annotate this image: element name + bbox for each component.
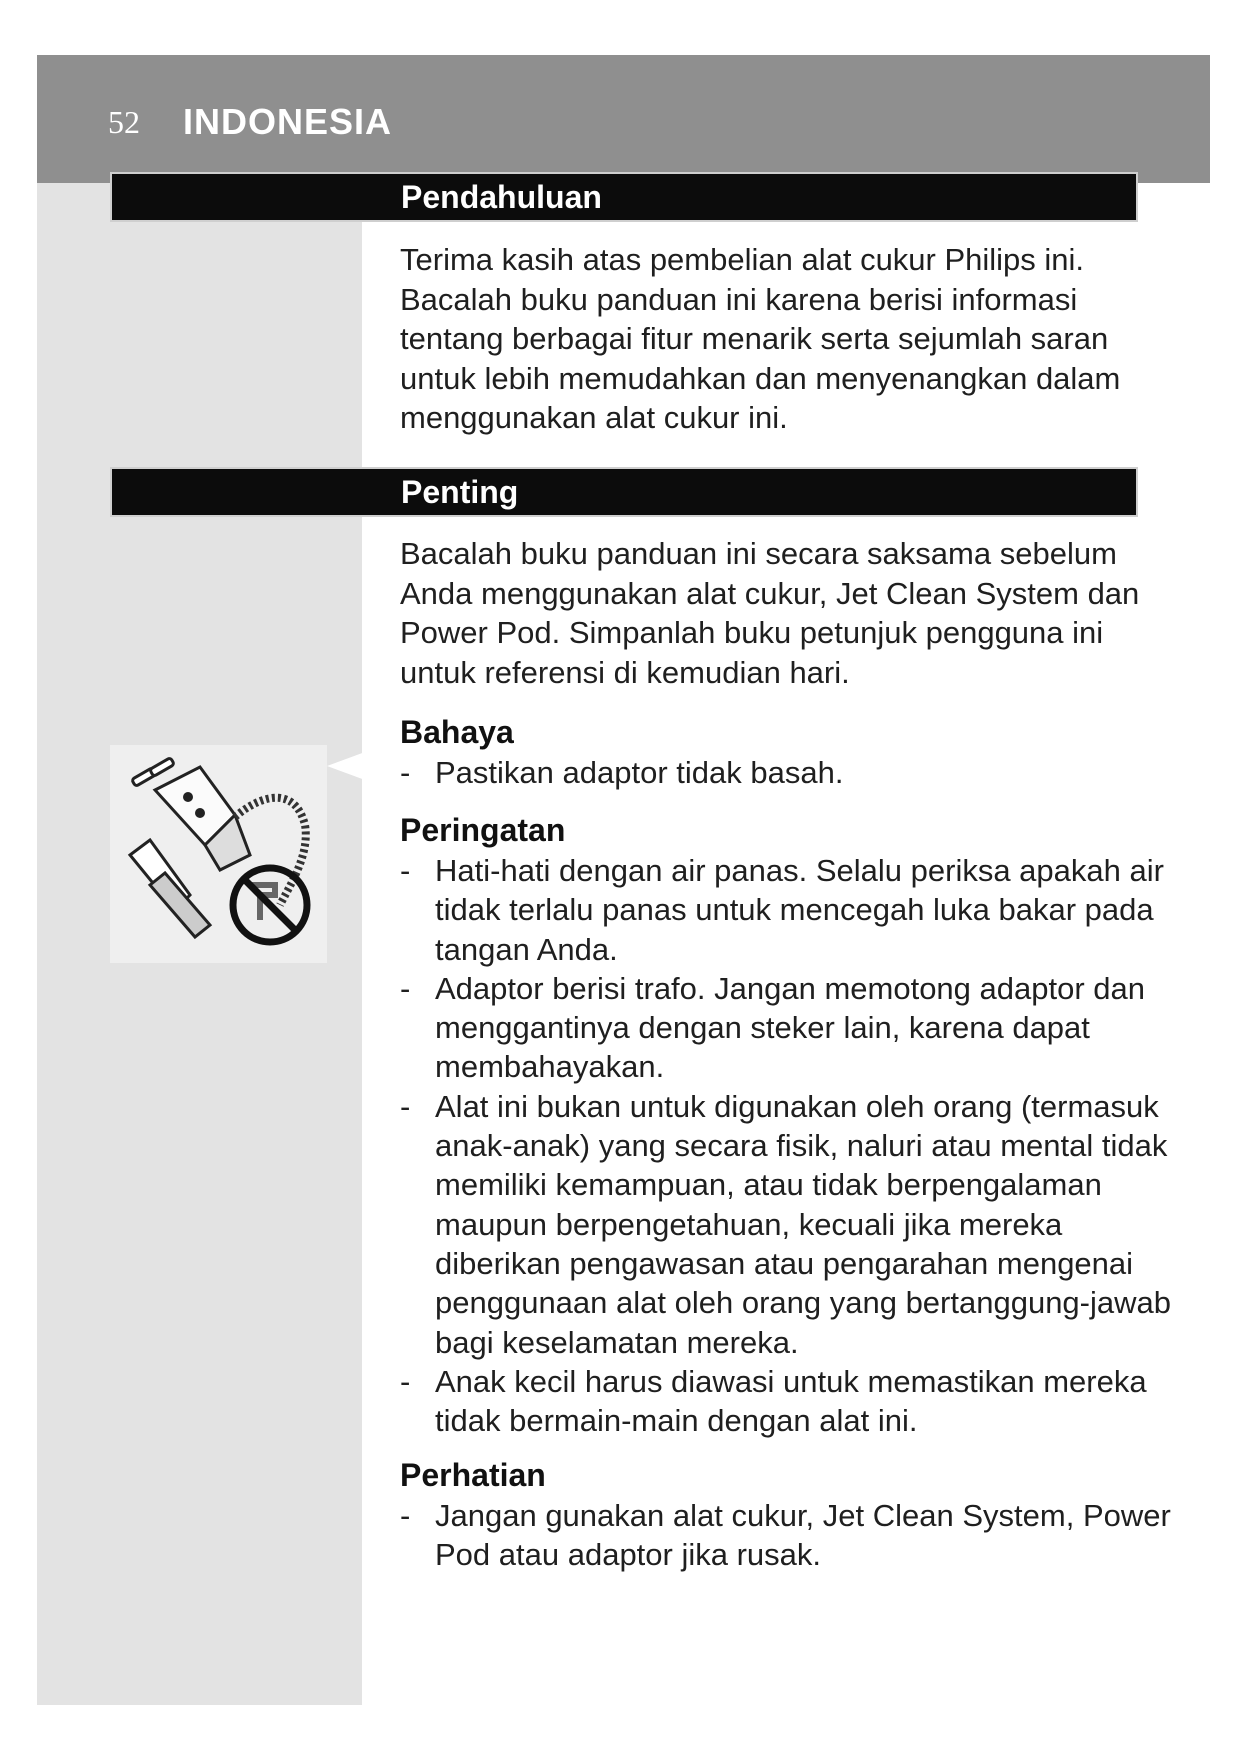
- bullet-dash: -: [400, 755, 411, 790]
- list-item: - Anak kecil harus diawasi untuk memastikan mereka tidak bermain-main dengan alat ini.: [400, 1363, 1147, 1439]
- danger-heading: Bahaya: [400, 714, 514, 750]
- caution-list: [400, 1496, 1180, 1575]
- danger-list: [400, 753, 1180, 792]
- caution-heading: Perhatian: [400, 1457, 546, 1493]
- list-item: - Pastikan adaptor tidak basah.: [400, 753, 1180, 792]
- important-paragraph: Bacalah buku panduan ini secara saksama sebelum Anda menggunakan alat cukur, Jet Clean System dan Power Pod. Simpanlah buku petunjuk pengguna ini untuk referensi di kemudian hari.: [400, 536, 1140, 690]
- list-item: - Adaptor berisi trafo. Jangan memotong adaptor dan menggantinya dengan steker lain, karena dapat membahayakan.: [400, 970, 1146, 1085]
- language-title: INDONESIA: [183, 101, 393, 142]
- section-title-intro: Pendahuluan: [401, 179, 602, 215]
- illustration-pointer: [327, 752, 365, 780]
- warning-list: [400, 851, 1180, 1440]
- bullet-dash: -: [400, 1088, 411, 1124]
- section-title-important: Penting: [401, 474, 519, 510]
- list-item: - Jangan gunakan alat cukur, Jet Clean System, Power Pod atau adaptor jika rusak.: [400, 1498, 1171, 1573]
- list-item: - Alat ini bukan untuk digunakan oleh orang (termasuk anak-anak) yang secara fisik, naluri atau mental tidak memiliki kemampuan, atau tidak berpengalaman maupun berpengetahuan, kecuali jika mereka diberikan pengawasan atau pengarahan mengenai penggunaan alat oleh orang yang bertanggung-jawab bagi keselamatan mereka.: [400, 1088, 1171, 1360]
- page-number: 52: [108, 104, 140, 140]
- bullet-dash: -: [400, 1498, 411, 1533]
- adapter-no-water-icon: [110, 745, 327, 963]
- bullet-dash: -: [400, 853, 411, 888]
- bullet-dash: -: [400, 970, 411, 1006]
- list-item: - Hati-hati dengan air panas. Selalu periksa apakah air tidak terlalu panas untuk mencegah luka bakar pada tangan Anda.: [400, 853, 1164, 967]
- section-bar-intro: [110, 172, 1138, 222]
- bullet-dash: -: [400, 1363, 411, 1399]
- warning-heading: Peringatan: [400, 812, 566, 848]
- section-bar-important: [110, 467, 1138, 517]
- intro-paragraph: Terima kasih atas pembelian alat cukur Philips ini. Bacalah buku panduan ini karena berisi informasi tentang berbagai fitur menarik serta sejumlah saran untuk lebih memudahkan dan menyenangkan dalam menggunakan alat cukur ini.: [400, 242, 1121, 435]
